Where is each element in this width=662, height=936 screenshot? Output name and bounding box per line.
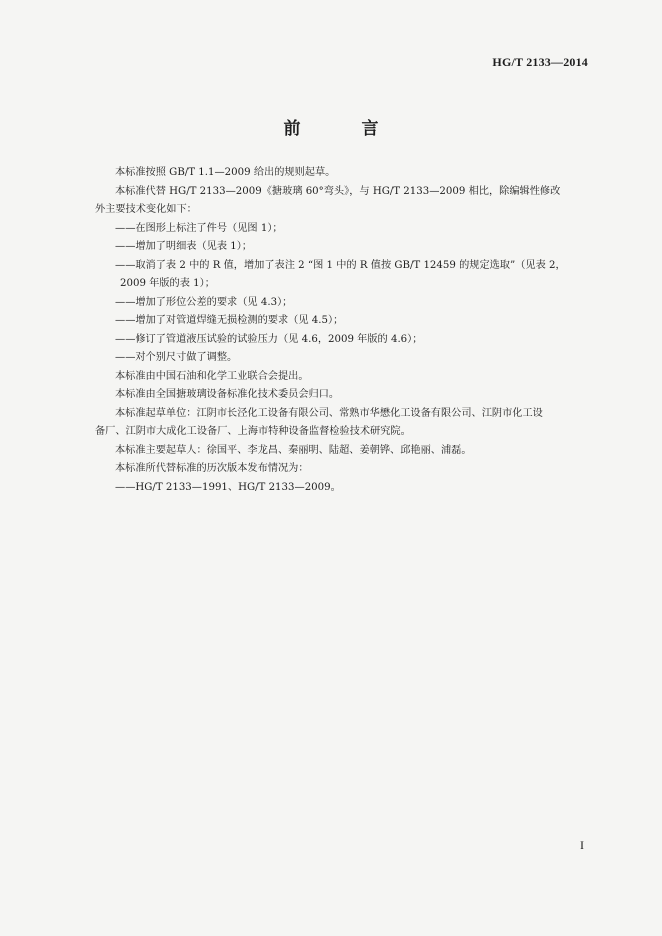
paragraph-line: ——在图形上标注了件号（见图 1）； [115, 222, 283, 234]
paragraph-line: ——取消了表 2 中的 R 值，增加了表注 2 “图 1 中的 R 值按 GB/T 12459 的规定选取”（见表 2， [115, 259, 566, 271]
paragraph-line: 本标准由中国石油和化学工业联合会提出。 [115, 370, 309, 382]
paragraph-line: 本标准代替 HG/T 2133—2009《搪玻璃 60°弯头》，与 HG/T 2133—2009 相比，除编辑性修改 [115, 185, 561, 197]
paragraph-line: 本标准按照 GB/T 1.1—2009 给出的规则起草。 [115, 167, 336, 178]
paragraph-line: 本标准所代替标准的历次版本发布情况为： [115, 463, 309, 474]
paragraph-line: 本标准起草单位：江阴市长泾化工设备有限公司、常熟市华懋化工设备有限公司、江阴市化工设 [115, 407, 543, 419]
paragraph-line: 2009 年版的表 1）； [120, 278, 215, 289]
page-number: I [580, 838, 584, 852]
paragraph-line: ——修订了管道液压试验的试验压力（见 4.6，2009 年版的 4.6）； [115, 333, 423, 345]
paragraph-line: 备厂、江阴市大成化工设备厂、上海市特种设备监督检验技术研究院。 [95, 426, 411, 437]
paragraph-line: ——对个别尺寸做了调整。 [115, 352, 238, 363]
paragraph-line: ——增加了形位公差的要求（见 4.3）； [115, 296, 293, 308]
standard-code: HG/T 2133—2014 [492, 55, 588, 69]
page-title: 前 言 [283, 119, 401, 139]
paragraph-line: ——HG/T 2133—1991、HG/T 2133—2009。 [115, 481, 341, 493]
paragraph-line: 本标准由全国搪玻璃设备标准化技术委员会归口。 [115, 389, 340, 400]
paragraph-line: ——增加了对管道焊缝无损检测的要求（见 4.5）； [115, 315, 344, 326]
paragraph-line: 外主要技术变化如下： [95, 204, 197, 215]
paragraph-line: 本标准主要起草人：徐国平、李龙昌、秦丽明、陆超、姜朝铧、邱艳丽、浦磊。 [115, 444, 472, 456]
paragraph-line: ——增加了明细表（见表 1）； [115, 241, 253, 252]
foreword-body [95, 164, 587, 497]
